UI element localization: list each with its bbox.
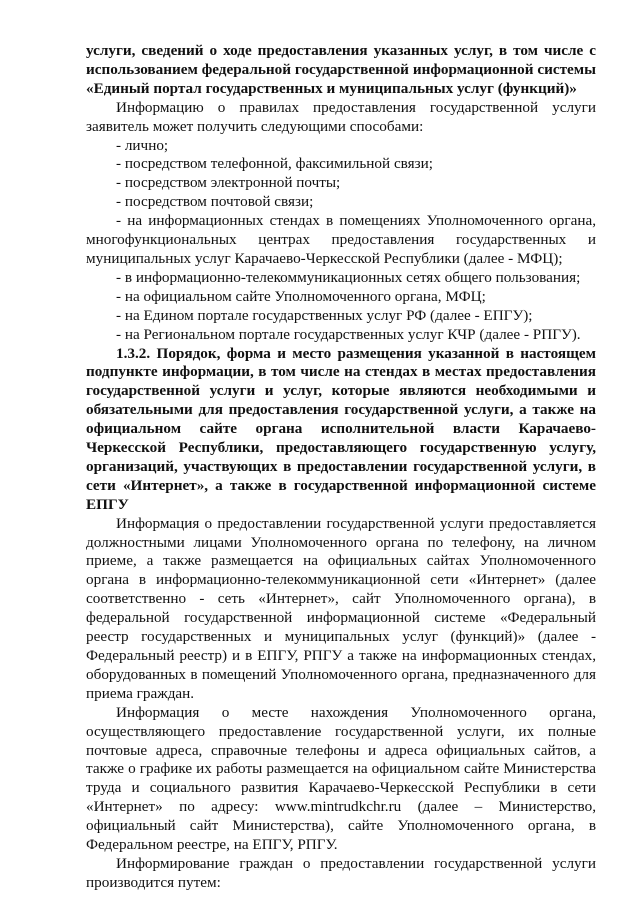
location-info-paragraph: Информация о месте нахождения Уполномоченного органа, осуществляющего предоставление государственной услуги, их полные почтовые адреса, справочные телефоны и адреса официальных сайтов, а также о графике их работы размещается на официальном сайте Министерства труда и социального развития Карачаево-Черкесской Республики в сети «Интернет» по адресу: www.mintrudkchr.ru (далее – Министерство, официальный сайт Министерства), сайте Уполномоченного органа, в Федеральном реестре, на ЕПГУ, РПГУ. xyxy=(86,703,596,854)
way-item-post: - посредством почтовой связи; xyxy=(116,193,314,211)
intro-ways-paragraph: Информацию о правилах предоставления государственной услуги заявитель может получить следующими способами: xyxy=(86,98,596,135)
section-heading-1-3-2: 1.3.2. Порядок, форма и место размещения указанной в настоящем подпункте информации, в том числе на стендах в местах предоставления государственной услуги и услуг, которые являются необходимыми и обязательными для предоставления государственной услуги, а также на официальном сайте органа исполнительной власти Карачаево-Черкесской Республики, предоставляющего государственную услугу, организаций, участвующих в предоставлении государственной услуги, в сети «Интернет», а также в государственной информационной системе ЕПГУ xyxy=(86,344,596,513)
way-item-email: - посредством электронной почты; xyxy=(116,174,341,192)
way-item-rpgu: - на Региональном портале государственных услуг КЧР (далее - РПГУ). xyxy=(116,325,581,343)
way-item-official-site: - на официальном сайте Уполномоченного органа, МФЦ; xyxy=(116,287,486,305)
informing-citizens-paragraph: Информирование граждан о предоставлении государственной услуги производится путем: xyxy=(86,854,596,891)
way-item-in-person: - лично; xyxy=(116,136,169,154)
info-provision-paragraph: Информация о предоставлении государственной услуги предоставляется должностными лицами Уполномоченного органа по телефону, на личном приеме, а также размещается на официальных сайтах Уполномоченного органа в информационно-телекоммуникационной сети «Интернет» (далее соответственно - сеть «Интернет», сайт Уполномоченного органа), в федеральной государственной информационной системе «Федеральный реестр государственных и муниципальных услуг (функций)» (далее - Федеральный реестр) и в ЕПГУ, РПГУ а также на информационных стендах, оборудованных в помещений Уполномоченного органа, предназначенного для приема граждан. xyxy=(86,514,596,702)
way-item-phone-fax: - посредством телефонной, факсимильной связи; xyxy=(116,155,433,173)
way-item-epgu: - на Едином портале государственных услуг РФ (далее - ЕПГУ); xyxy=(116,306,533,324)
way-item-info-stands: - на информационных стендах в помещениях Уполномоченного органа, многофункциональных центрах предоставления государственных и муниципальных услуг Карачаево-Черкесской Республики (далее - МФЦ); xyxy=(86,212,596,267)
heading-continuation: услуги, сведений о ходе предоставления указанных услуг, в том числе с использованием федеральной государственной информационной системы «Единый портал государственных и муниципальных услуг (функций)» xyxy=(86,42,596,97)
way-item-public-networks: - в информационно-телекоммуникационных сетях общего пользования; xyxy=(116,268,581,286)
